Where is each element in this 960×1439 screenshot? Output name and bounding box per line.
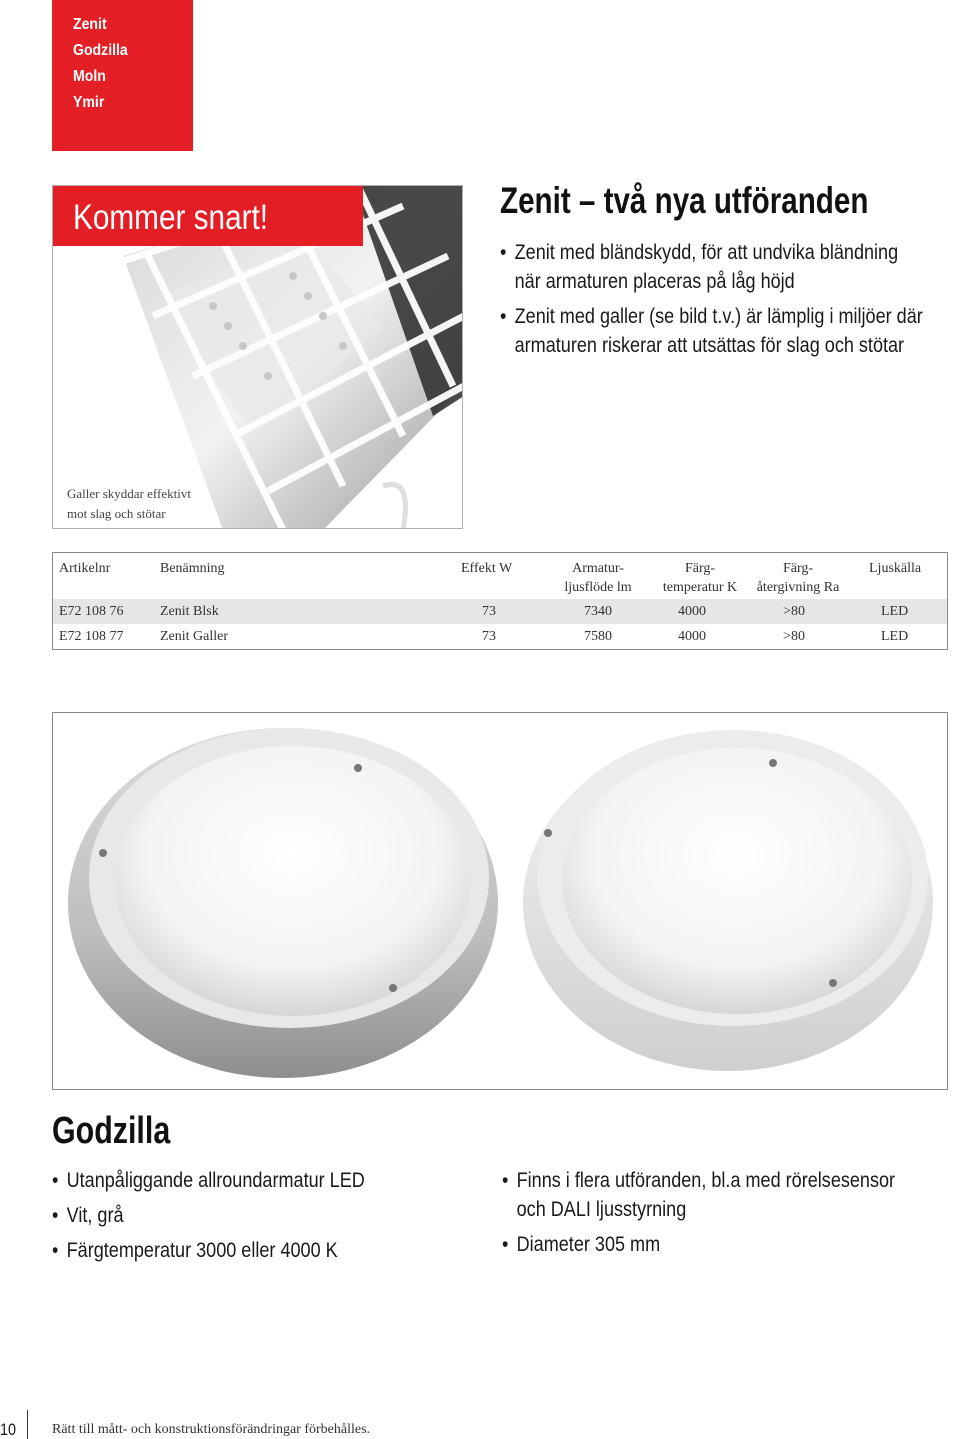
header-line: Färg- bbox=[684, 561, 716, 576]
cell-effekt: 73 bbox=[482, 604, 496, 619]
section-nav bbox=[52, 0, 193, 151]
table-row bbox=[53, 599, 947, 624]
zenit-feature-list bbox=[500, 238, 960, 366]
cell-ljuskalla: LED bbox=[881, 604, 909, 619]
col-header-artikelnr: Artikelnr bbox=[59, 561, 111, 576]
godzilla-fixtures-illustration bbox=[53, 713, 948, 1090]
godzilla-photo bbox=[52, 712, 948, 1090]
nav-item-zenit[interactable]: Zenit bbox=[73, 16, 107, 33]
col-header-fargatergivning bbox=[743, 559, 853, 597]
footer-note: Rätt till mått- och konstruktionsförändringar förbehålles. bbox=[52, 1422, 371, 1437]
cell-ljuskalla: LED bbox=[881, 629, 909, 644]
cell-temperatur: 4000 bbox=[678, 629, 706, 644]
bullet-line: när armaturen placeras på låg höjd bbox=[514, 270, 795, 293]
divider bbox=[27, 1410, 28, 1439]
cell-effekt: 73 bbox=[482, 629, 496, 644]
list-item: • Färgtemperatur 3000 eller 4000 K bbox=[52, 1236, 365, 1265]
bullet-line: • Zenit med galler (se bild t.v.) är lämplig i miljöer där bbox=[514, 305, 923, 328]
godzilla-feature-list-left bbox=[52, 1166, 416, 1271]
cell-artikelnr: E72 108 77 bbox=[59, 629, 124, 644]
coming-soon-banner bbox=[53, 186, 363, 246]
caption-line: Galler skyddar effektivt bbox=[67, 486, 191, 501]
col-header-ljuskalla: Ljuskälla bbox=[869, 561, 922, 576]
page-number: 10 bbox=[0, 1420, 17, 1439]
cell-temperatur: 4000 bbox=[678, 604, 706, 619]
bullet-line: och DALI ljusstyrning bbox=[516, 1198, 687, 1221]
header-line: Armatur- bbox=[572, 561, 624, 576]
nav-item-godzilla[interactable]: Godzilla bbox=[73, 42, 128, 59]
col-header-effekt: Effekt W bbox=[461, 561, 513, 576]
godzilla-feature-list-right bbox=[502, 1166, 959, 1265]
list-item bbox=[500, 238, 923, 296]
header-line: återgivning Ra bbox=[756, 580, 840, 595]
list-item bbox=[502, 1166, 895, 1224]
header-line: ljusflöde lm bbox=[564, 580, 632, 595]
col-header-fargtemperatur bbox=[645, 559, 755, 597]
cell-ra: >80 bbox=[783, 629, 805, 644]
col-header-benamning: Benämning bbox=[160, 561, 225, 576]
photo-caption bbox=[67, 484, 191, 524]
caption-line: mot slag och stötar bbox=[67, 506, 166, 521]
cell-benamning: Zenit Galler bbox=[160, 629, 229, 644]
cell-ljusflode: 7340 bbox=[584, 604, 612, 619]
bullet-line: • Finns i flera utföranden, bl.a med rörelsesensor bbox=[516, 1169, 896, 1192]
cell-ra: >80 bbox=[783, 604, 805, 619]
list-item: • Vit, grå bbox=[52, 1201, 365, 1230]
nav-item-ymir[interactable]: Ymir bbox=[73, 94, 105, 111]
zenit-galler-photo bbox=[52, 185, 463, 529]
godzilla-heading: Godzilla bbox=[52, 1110, 171, 1152]
header-line: Färg- bbox=[782, 561, 814, 576]
header-line: temperatur K bbox=[662, 580, 738, 595]
list-item: • Diameter 305 mm bbox=[502, 1230, 895, 1259]
list-item bbox=[500, 302, 923, 360]
cell-ljusflode: 7580 bbox=[584, 629, 612, 644]
table-row bbox=[53, 624, 947, 649]
nav-item-moln[interactable]: Moln bbox=[73, 68, 106, 85]
list-item: • Utanpåliggande allroundarmatur LED bbox=[52, 1166, 365, 1195]
banner-text: Kommer snart! bbox=[73, 198, 269, 237]
product-table bbox=[52, 552, 948, 650]
col-header-armatur bbox=[543, 559, 653, 597]
zenit-heading: Zenit – två nya utföranden bbox=[500, 180, 869, 221]
cell-artikelnr: E72 108 76 bbox=[59, 604, 124, 619]
bullet-line: • Zenit med bländskydd, för att undvika bländning bbox=[514, 241, 899, 264]
cell-benamning: Zenit Blsk bbox=[160, 604, 219, 619]
bullet-line: armaturen riskerar att utsättas för slag och stötar bbox=[514, 334, 905, 357]
